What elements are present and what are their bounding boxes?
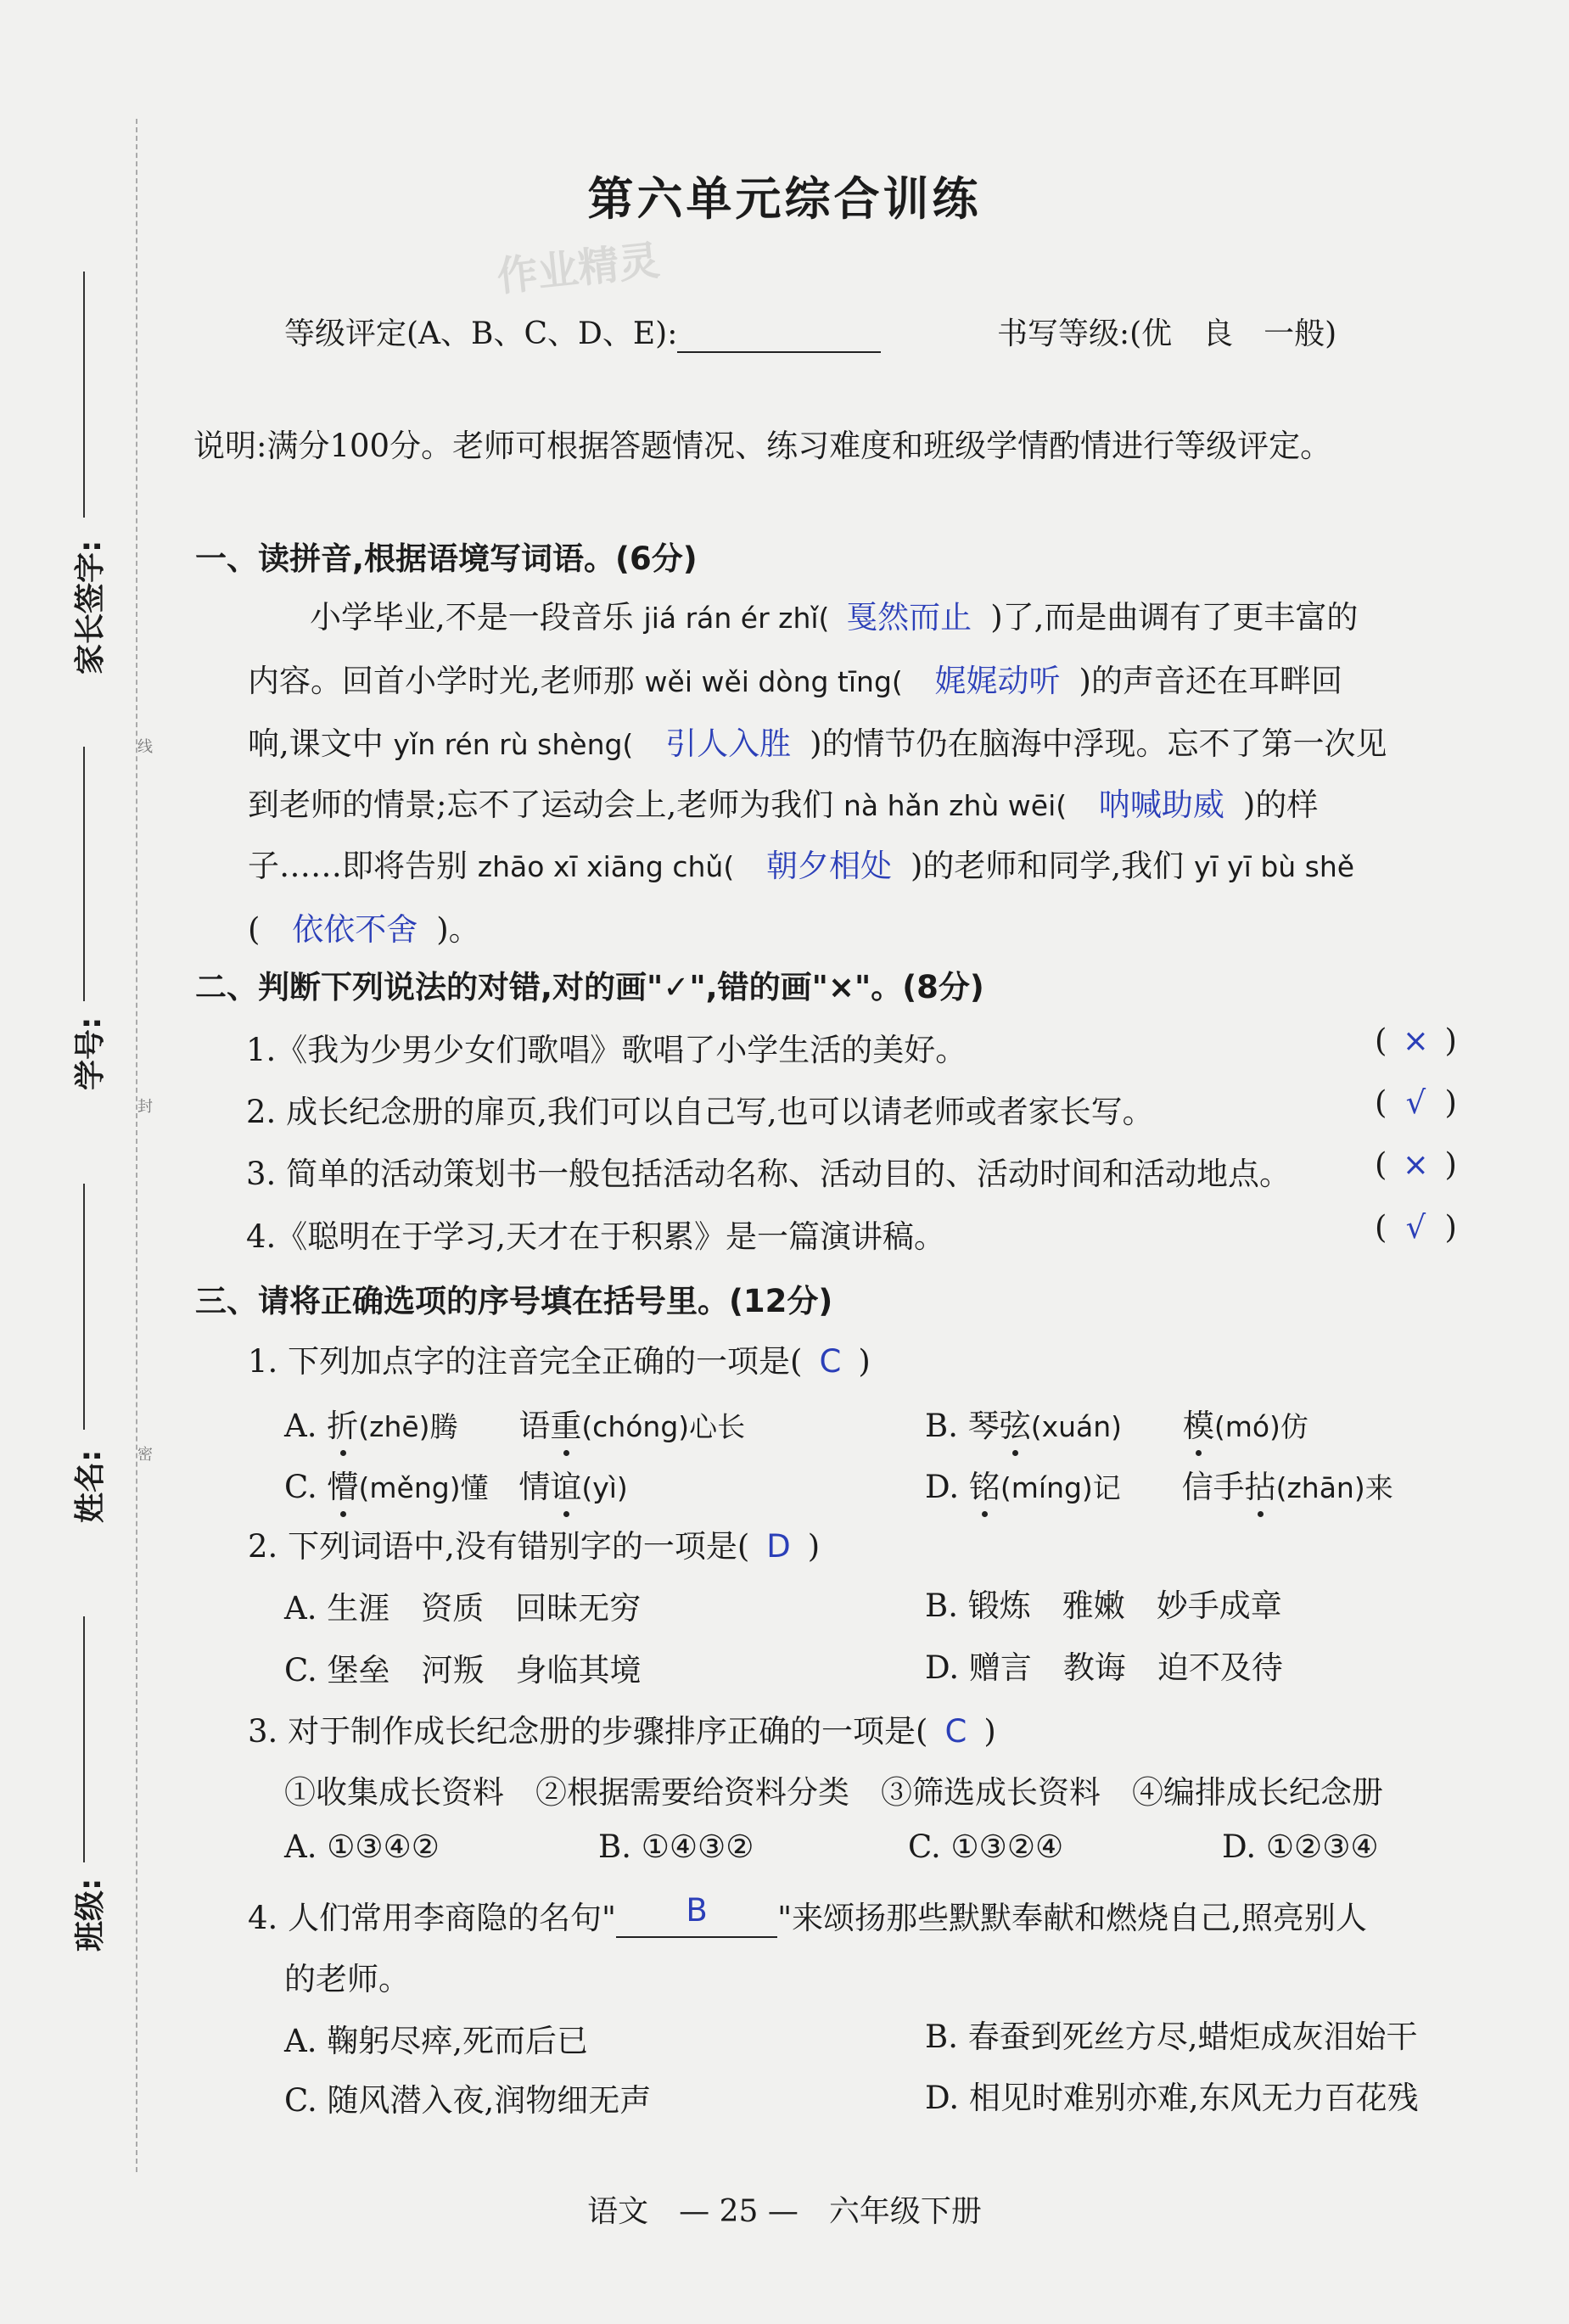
page-title: 第六单元综合训练	[587, 171, 982, 226]
page-footer: 语文 — 25 — 六年级下册	[587, 2194, 982, 2229]
q2-option-a: A. 生涯 资质 回昧无穷	[284, 1590, 642, 1627]
q4-stem-cont: 的老师。	[284, 1961, 410, 1997]
q2-option-d: D. 赠言 教诲 迫不及待	[925, 1649, 1283, 1686]
judge-mark-4: √	[1405, 1209, 1426, 1246]
answer-5: 朝夕相处	[765, 848, 892, 884]
q4-option-c: C. 随风潜入夜,润物细无声	[284, 2082, 652, 2119]
q3-option-d: D. ①②③④	[1222, 1828, 1379, 1865]
cut-seal-mark: 封	[137, 1098, 153, 1116]
q2-stem: 2. 下列词语中,没有错别字的一项是( D )	[248, 1528, 821, 1565]
section-1-heading: 一、读拼音,根据语境写词语。(6分)	[195, 540, 698, 577]
grade-rating-blank[interactable]	[677, 317, 881, 353]
grade-rating-label: 等级评定(A、B、C、D、E):	[284, 316, 678, 351]
q2-answer: D	[766, 1528, 791, 1565]
binding-dashed-line	[136, 119, 137, 2172]
pinyin-4: nà hǎn zhù wēi(	[843, 789, 1067, 822]
watermark: 作业精灵	[495, 237, 662, 301]
name-line	[83, 1184, 85, 1430]
s1-line-1: 小学毕业,不是一段音乐 jiá rán ér zhǐ( 戛然而止 )了,而是曲调有了更丰富的	[310, 599, 1359, 636]
judge-item-1: 1.《我为少男少女们歌唱》歌唱了小学生活的美好。	[246, 1032, 967, 1068]
pinyin-2: wěi wěi dòng tīng(	[644, 665, 903, 698]
judge-paren-2: ( √ )	[1375, 1084, 1457, 1121]
parent-signature-line	[83, 272, 85, 518]
q1-option-b: B. 琴弦(xuán) 模(mó)仿	[925, 1400, 1308, 1446]
q4-answer: B	[686, 1892, 708, 1929]
parent-signature-label: 家长签字:	[73, 540, 108, 675]
answer-4: 呐喊助威	[1098, 787, 1224, 823]
student-no-line	[83, 747, 85, 1001]
q4-option-a: A. 鞠躬尽瘁,死而后已	[284, 2023, 589, 2059]
section-2-heading: 二、判断下列说法的对错,对的画"✓",错的画"×"。(8分)	[195, 969, 984, 1005]
s1-line-4: 到老师的情景;忘不了运动会上,老师为我们 nà hǎn zhù wēi( 呐喊助威 )的样	[248, 787, 1319, 823]
grade-rating	[284, 310, 881, 353]
pinyin-3: yǐn rén rù shèng(	[393, 728, 634, 761]
judge-mark-2: √	[1405, 1084, 1426, 1121]
q4-option-b: B. 春蚕到死丝方尽,蜡炬成灰泪始干	[925, 2019, 1418, 2055]
answer-2: 娓娓动听	[934, 663, 1061, 699]
answer-6: 依依不舍	[292, 911, 418, 948]
judge-paren-1: ( × )	[1375, 1022, 1457, 1059]
s1-line-5: 子……即将告别 zhāo xī xiāng chǔ( 朝夕相处 )的老师和同学,我们 yī yī bù shě	[248, 848, 1355, 884]
q4-stem: 4. 人们常用李商隐的名句" B "来颂扬那些默默奉献和燃烧自己,照亮别人	[248, 1892, 1367, 1936]
q4-option-d: D. 相见时难别亦难,东风无力百花残	[925, 2080, 1419, 2116]
s1-line-6: ( 依依不舍 )。	[248, 911, 480, 948]
q3-option-c: C. ①③②④	[908, 1828, 1064, 1865]
pinyin-1: jiá rán ér zhǐ(	[643, 602, 830, 635]
name-label: 姓名:	[73, 1449, 108, 1523]
class-label: 班级:	[73, 1878, 108, 1952]
q1-option-c: C. 懵(měng)懂 情谊(yì)	[284, 1461, 628, 1507]
section-3-heading: 三、请将正确选项的序号填在括号里。(12分)	[195, 1283, 833, 1319]
cut-secret-mark: 密	[137, 1446, 153, 1464]
judge-paren-3: ( × )	[1375, 1146, 1457, 1183]
q3-steps: ①收集成长资料 ②根据需要给资料分类 ③筛选成长资料 ④编排成长纪念册	[284, 1774, 1383, 1811]
s1-line-3: 响,课文中 yǐn rén rù shèng( 引人入胜 )的情节仍在脑海中浮现。忘不了第一次见	[248, 725, 1387, 762]
student-no-label: 学号:	[73, 1016, 108, 1090]
s1-line-2: 内容。回首小学时光,老师那 wěi wěi dòng tīng( 娓娓动听 )的声音还在耳畔回	[248, 663, 1342, 699]
judge-item-2: 2. 成长纪念册的扉页,我们可以自己写,也可以请老师或者家长写。	[246, 1094, 1154, 1130]
q1-option-d: D. 铭(míng)记 信手拈(zhān)来	[925, 1461, 1393, 1507]
q2-option-b: B. 锻炼 雅嫩 妙手成章	[925, 1588, 1282, 1624]
q1-answer: C	[819, 1343, 842, 1380]
judge-item-4: 4.《聪明在于学习,天才在于积累》是一篇演讲稿。	[246, 1218, 946, 1255]
q4-blank	[616, 1892, 777, 1938]
q3-option-a: A. ①③④②	[284, 1828, 440, 1865]
judge-paren-4: ( √ )	[1375, 1209, 1457, 1246]
q1-stem: 1. 下列加点字的注音完全正确的一项是( C )	[248, 1343, 871, 1380]
cut-line-mark: 线	[137, 738, 153, 756]
answer-1: 戛然而止	[846, 599, 972, 636]
q3-option-b: B. ①④③②	[598, 1828, 754, 1865]
instructions-note: 说明:满分100分。老师可根据答题情况、练习难度和班级学情酌情进行等级评定。	[193, 428, 1332, 464]
q3-answer: C	[944, 1713, 967, 1750]
judge-mark-1: ×	[1402, 1022, 1429, 1059]
class-line	[83, 1616, 85, 1862]
judge-mark-3: ×	[1402, 1146, 1429, 1183]
writing-grade: 书写等级:(优 良 一般)	[997, 316, 1337, 351]
q2-option-c: C. 堡垒 河叛 身临其境	[284, 1652, 642, 1688]
q1-option-a: A. 折(zhē)腾 语重(chóng)心长	[284, 1400, 745, 1446]
q3-stem: 3. 对于制作成长纪念册的步骤排序正确的一项是( C )	[248, 1713, 996, 1750]
pinyin-6: yī yī bù shě	[1193, 850, 1355, 883]
judge-item-3: 3. 简单的活动策划书一般包括活动名称、活动目的、活动时间和活动地点。	[246, 1156, 1292, 1192]
answer-3: 引人入胜	[665, 725, 792, 762]
pinyin-5: zhāo xī xiāng chǔ(	[477, 850, 735, 883]
